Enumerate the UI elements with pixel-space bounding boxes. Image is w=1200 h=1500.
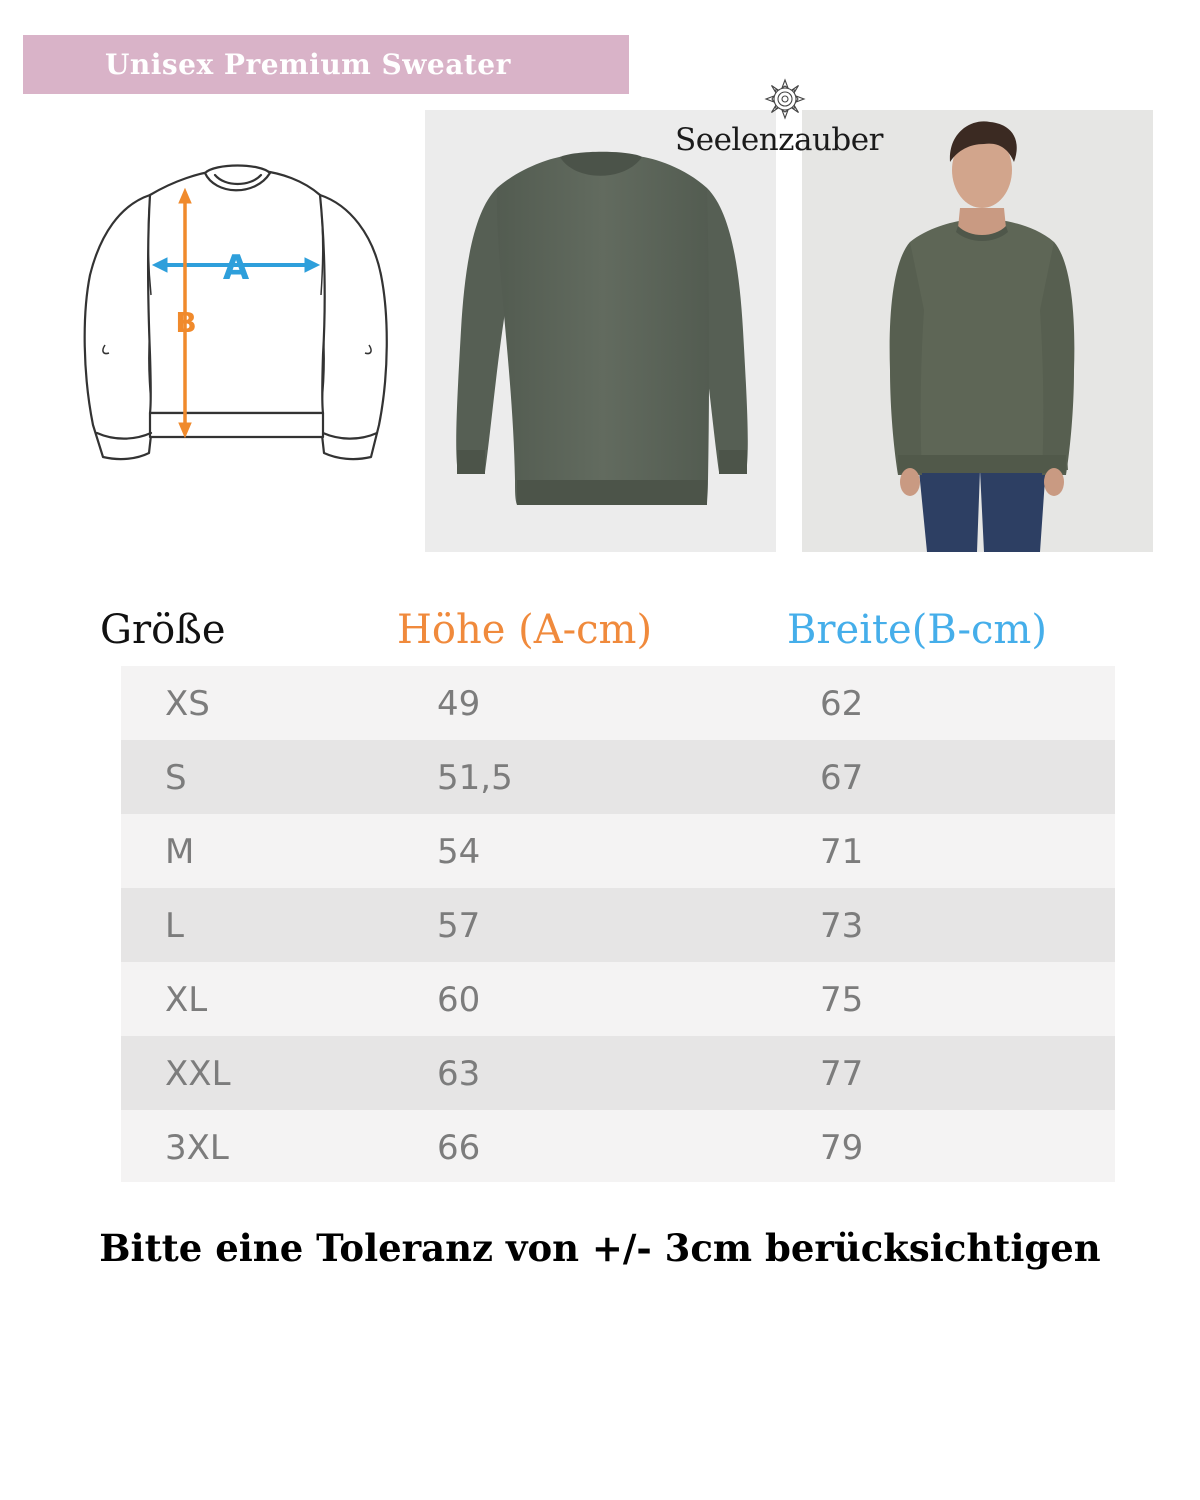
brand-logo (672, 78, 902, 163)
table-row (121, 888, 1115, 962)
product-photo-flat (425, 110, 776, 552)
table-row (121, 814, 1115, 888)
cell-height: 51,5 (437, 758, 513, 798)
cell-size: M (165, 832, 195, 872)
model-image (802, 110, 1153, 552)
cell-width: 77 (820, 1054, 864, 1094)
title-banner (23, 35, 629, 94)
table-row (121, 666, 1115, 740)
sweater-measurement-diagram (75, 155, 405, 475)
cell-height: 63 (437, 1054, 481, 1094)
cell-height: 57 (437, 906, 481, 946)
cell-size: L (165, 906, 184, 946)
product-photo-model (802, 110, 1153, 552)
header-size: Größe (100, 607, 226, 653)
table-row (121, 1110, 1115, 1182)
size-table (121, 666, 1115, 1182)
table-row (121, 962, 1115, 1036)
cell-size: S (165, 758, 187, 798)
brand-name: Seelenzauber (675, 122, 883, 158)
cell-height: 54 (437, 832, 481, 872)
header-height: Höhe (A-cm) (397, 607, 653, 653)
cell-width: 79 (820, 1128, 864, 1168)
cell-size: XS (165, 684, 210, 724)
label-b: B (175, 306, 197, 339)
cell-size: XXL (165, 1054, 231, 1094)
cell-width: 67 (820, 758, 864, 798)
cell-width: 73 (820, 906, 864, 946)
table-row (121, 1036, 1115, 1110)
tolerance-note: Bitte eine Toleranz von +/- 3cm berücksichtigen (99, 1226, 1101, 1270)
banner-title: Unisex Premium Sweater (105, 48, 511, 81)
cell-height: 60 (437, 980, 481, 1020)
cell-height: 66 (437, 1128, 481, 1168)
cell-width: 62 (820, 684, 864, 724)
cell-size: XL (165, 980, 208, 1020)
cell-width: 71 (820, 832, 864, 872)
table-row (121, 740, 1115, 814)
cell-height: 49 (437, 684, 481, 724)
label-a: A (222, 248, 250, 288)
mandala-logo-icon (764, 78, 806, 120)
header-width: Breite(B-cm) (787, 607, 1047, 653)
cell-size: 3XL (165, 1128, 229, 1168)
sweater-flat-image (425, 110, 776, 552)
cell-width: 75 (820, 980, 864, 1020)
